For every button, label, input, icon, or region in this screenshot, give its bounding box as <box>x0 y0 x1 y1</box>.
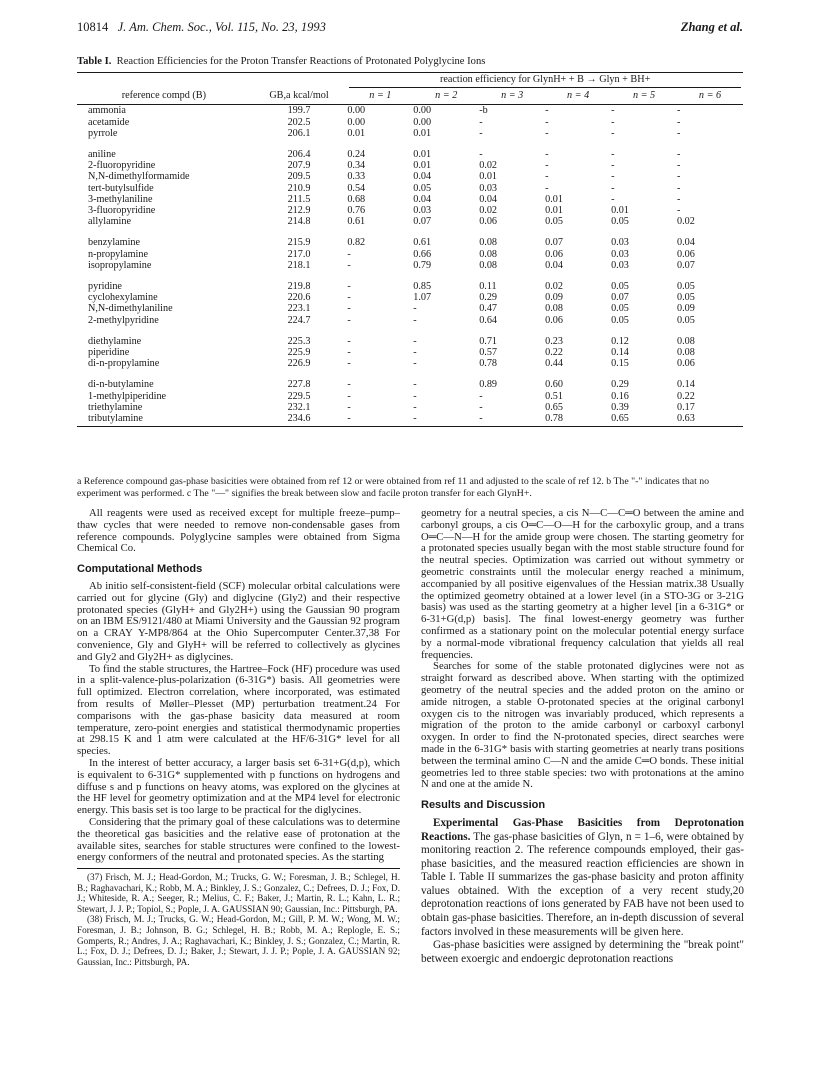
efficiency-cell: 0.60 <box>545 379 563 391</box>
table-row <box>77 216 743 227</box>
column-header-n: n = 5 <box>611 90 677 105</box>
efficiency-cell: 0.79 <box>413 259 432 271</box>
table-row <box>77 237 743 248</box>
paragraph: Ab initio self-consistent-field (SCF) molecular orbital calculations were carried out for glycine (Gly) and diglycine (Gly2) and their respective protonated species (GlyH+ and Gly2H+) using the Gaussian 90 program on an IBM ES/9121/480 at Miami University and the Gaussian 92 program on a CRAY Y-MP8/864 at the Ohio Supercomputer Center.37,38 For convenience, Gly and GlyH+ will be referred to collectively as glycines and Gly2 and Gly2H+ as diglycines. <box>77 579 400 663</box>
reference-compound: di-n-propylamine <box>88 358 160 370</box>
reference-compound: N,N-dimethylaniline <box>88 303 173 315</box>
efficiency-cell: 0.03 <box>479 182 498 194</box>
gas-phase-basicity: 232.1 <box>287 401 311 413</box>
efficiency-cell: 0.54 <box>347 182 366 194</box>
table-caption: Table I. Reaction Efficiencies for the Proton Transfer Reactions of Protonated Polyglycine Ions <box>77 56 486 67</box>
reference: (38) Frisch, M. J.; Trucks, G. W.; Head-Gordon, M.; Gill, P. M. W.; Wong, M. W.; Foresman, J. B.; Johnson, B. G.; Schlegel, H. B.; Robb, M. A.; Replogle, E. S.; Gomperts, R.; Andres, J. A.; Raghavachari, K.; Binkley, J. S.; Gonzalez, C.; Martin, R. L.; Fox, D. J.; Defrees, D. J.; Baker, J.; Stewart, J. J. P.; Pople, J. A. GAUSSIAN 92; Gaussian, Inc.: Pittsburgh, PA. <box>77 914 400 967</box>
group-spacer <box>77 326 743 336</box>
efficiency-cell: 0.00 <box>347 105 366 117</box>
efficiency-cell: - <box>545 116 549 128</box>
gas-phase-basicity: 211.5 <box>287 193 311 205</box>
efficiency-cell: - <box>611 127 615 139</box>
reference-compound: 2-fluoropyridine <box>88 160 156 172</box>
subsection-heading: Experimental Gas-Phase Basicities from Deprotonation Reactions. <box>421 816 744 843</box>
reference-compound: di-n-butylamine <box>88 379 154 391</box>
efficiency-cell: 0.04 <box>677 237 695 249</box>
efficiency-cell: - <box>347 335 351 347</box>
reference-compound: isopropylamine <box>88 259 152 271</box>
efficiency-cell: 0.01 <box>413 127 432 139</box>
efficiency-cell: 0.00 <box>347 116 366 128</box>
column-header-reference: reference compd (B) <box>77 90 251 105</box>
efficiency-span-header: reaction efficiency for GlynH+ + B → Glyn + BH+ <box>347 74 743 90</box>
efficiency-cell: 0.06 <box>545 248 563 260</box>
efficiency-cell: 0.68 <box>347 193 366 205</box>
gas-phase-basicity: 218.1 <box>287 259 311 271</box>
table-row <box>77 105 743 117</box>
table-row <box>77 160 743 171</box>
efficiency-cell: 0.65 <box>611 413 677 427</box>
efficiency-cell: - <box>347 259 351 271</box>
efficiency-cell: 0.06 <box>479 216 498 228</box>
gas-phase-basicity: 215.9 <box>287 237 311 249</box>
table-row <box>77 315 743 326</box>
efficiency-cell: - <box>479 401 483 413</box>
efficiency-cell: 0.47 <box>479 303 498 315</box>
table-row <box>77 117 743 128</box>
efficiency-cell: - <box>347 248 351 260</box>
efficiency-cell: 0.05 <box>677 281 695 293</box>
efficiency-cell: 0.66 <box>413 248 432 260</box>
table-row <box>77 358 743 369</box>
efficiency-cell: 0.01 <box>479 171 498 183</box>
efficiency-cell: 0.07 <box>677 259 695 271</box>
efficiency-cell: 0.05 <box>677 314 695 326</box>
efficiency-cell: - <box>347 358 351 370</box>
paragraph: All reagents were used as received except for multiple freeze–pump–thaw cycles that were needed to remove non-condensable gases from reference compounds. Polyglycine samples were obtained from Sigma Chemical Co. <box>77 507 400 555</box>
gas-phase-basicity: 219.8 <box>287 281 311 293</box>
efficiency-cell: - <box>677 149 681 161</box>
gas-phase-basicity: 214.8 <box>287 216 311 228</box>
efficiency-cell: - <box>347 401 351 413</box>
table-row <box>77 391 743 402</box>
efficiency-cell: 0.29 <box>611 379 629 391</box>
efficiency-cell: 0.07 <box>545 237 563 249</box>
reference-compound: 1-methylpiperidine <box>88 390 167 402</box>
efficiency-cell: 0.02 <box>545 281 563 293</box>
efficiency-cell: 0.16 <box>611 390 629 402</box>
efficiency-cell: 0.03 <box>611 259 629 271</box>
efficiency-cell: - <box>611 160 615 172</box>
efficiency-cell: - <box>677 127 681 139</box>
efficiency-cell: 0.51 <box>545 390 563 402</box>
efficiency-cell: 0.61 <box>413 237 432 249</box>
efficiency-cell: - <box>677 171 681 183</box>
efficiency-cell: - <box>611 182 615 194</box>
efficiency-cell: - <box>347 390 351 402</box>
efficiency-cell: 0.82 <box>347 237 366 249</box>
efficiency-cell: 0.08 <box>479 237 498 249</box>
efficiency-cell: - <box>611 149 615 161</box>
efficiency-cell: - <box>347 292 351 304</box>
efficiency-cell: 0.14 <box>677 379 695 391</box>
efficiency-cell: 0.23 <box>545 335 563 347</box>
efficiency-cell: 0.34 <box>347 160 366 172</box>
reference-compound: 3-methylaniline <box>88 193 153 205</box>
efficiency-cell: - <box>347 281 351 293</box>
gas-phase-basicity: 202.5 <box>287 116 311 128</box>
table-row <box>77 347 743 358</box>
reference-compound: 2-methylpyridine <box>88 314 159 326</box>
table-row <box>77 303 743 314</box>
running-authors: Zhang et al. <box>680 20 743 34</box>
table-row <box>77 171 743 182</box>
efficiency-cell: 0.04 <box>413 171 432 183</box>
table-row <box>77 379 743 390</box>
efficiency-cell: 0.06 <box>677 358 695 370</box>
efficiency-cell: 0.01 <box>611 205 629 217</box>
references <box>77 868 400 967</box>
efficiency-cell: - <box>611 171 615 183</box>
efficiency-cell: 0.24 <box>347 149 366 161</box>
gas-phase-basicity: 220.6 <box>287 292 311 304</box>
efficiency-cell: 0.07 <box>413 216 432 228</box>
efficiency-cell: 0.04 <box>413 193 432 205</box>
gas-phase-basicity: 206.4 <box>287 149 311 161</box>
efficiency-cell: 0.03 <box>413 205 432 217</box>
gas-phase-basicity: 229.5 <box>287 390 311 402</box>
reference-compound: ammonia <box>88 105 126 117</box>
reference-compound: tributylamine <box>77 413 251 427</box>
reference-compound: n-propylamine <box>88 248 148 260</box>
efficiency-cell: 0.64 <box>479 314 498 326</box>
gas-phase-basicity: 226.9 <box>287 358 311 370</box>
efficiency-cell: 0.22 <box>545 347 563 359</box>
efficiency-cell: - <box>611 116 615 128</box>
efficiency-cell: - <box>677 193 681 205</box>
efficiency-cell: - <box>677 105 681 117</box>
group-spacer <box>77 369 743 379</box>
reference-compound: pyridine <box>88 281 122 293</box>
efficiency-cell: - <box>413 390 417 402</box>
efficiency-cell: 0.33 <box>347 171 366 183</box>
column-header-n: n = 2 <box>413 90 479 105</box>
reference-compound: diethylamine <box>88 335 142 347</box>
efficiency-cell: 0.39 <box>611 401 629 413</box>
efficiency-cell: - <box>545 149 549 161</box>
table-row <box>77 183 743 194</box>
table-row <box>77 260 743 271</box>
efficiency-cell: -b <box>479 105 488 117</box>
efficiency-cell: 0.12 <box>611 335 629 347</box>
gas-phase-basicity: 209.5 <box>287 171 311 183</box>
efficiency-cell: 0.78 <box>545 413 611 427</box>
efficiency-cell: 0.00 <box>413 116 432 128</box>
efficiency-cell: 0.65 <box>545 401 563 413</box>
efficiency-cell: 0.44 <box>545 358 563 370</box>
gas-phase-basicity: 223.1 <box>287 303 311 315</box>
table-row <box>77 128 743 139</box>
paragraph: geometry for a neutral species, a cis N—C—C═O between the amine and carbonyl groups, a cis O═C—O—H for the carboxylic group, and a trans O═C—N—H for the amide group were chosen. The starting geometry for a protonated species usually began with the most stable structure found for the neutral species. Optimization was carried out without symmetry or geometric constraints until the molecular energy reached a minimum, accompanied by all positive eigenvalues of the Hessian matrix.38 Usually the optimized geometry obtained at a lower level (in a STO-3G or 3-21G basis) was used as the starting geometry at a higher level [in a 6-31G* or 6-31+G(d,p) basis]. The final lowest-energy geometry was further confirmed as a stationary point on the molecular potential energy surface by a normal-mode vibrational frequency calculation that yields all real frequencies. <box>421 507 744 661</box>
efficiency-cell: - <box>413 401 417 413</box>
efficiency-cell: 0.78 <box>479 358 498 370</box>
efficiency-cell: - <box>545 171 549 183</box>
efficiency-cell: 0.22 <box>677 390 695 402</box>
efficiency-cell: 0.85 <box>413 281 432 293</box>
efficiency-cell: 0.03 <box>611 237 629 249</box>
efficiency-cell: - <box>677 160 681 172</box>
efficiency-cell: 0.08 <box>479 248 498 260</box>
efficiency-cell: - <box>545 105 549 117</box>
efficiency-cell: - <box>347 413 413 427</box>
efficiency-cell: 0.02 <box>479 205 498 217</box>
paragraph: Searches for some of the stable protonated diglycines were not as straight forward as described above. When starting with the optimized geometry of the neutral species and the added proton on the amino or amide nitrogen, a stable O-protonated species at the original carbonyl oxygen cis to the nitrogen was invariably produced, which represents a migration of the proton to the amide carbonyl or carboxyl carbonyl oxygen. In order to find the N-protonated species, direct searches were made in the 6-31G* basis with starting geometries at nearly trans positions between the terminal amino C—N and the amide C═O bonds. These initial geometries led to three stable species: two with protonations at the amino N and one at the amide N. <box>421 660 744 791</box>
efficiency-cell: 0.07 <box>611 292 629 304</box>
reference-compound: benzylamine <box>88 237 141 249</box>
paragraph: Gas-phase basicities were assigned by determining the "break point" between exoergic and endoergic deprotonation reactions <box>421 939 744 965</box>
reference-compound: 3-fluoropyridine <box>88 205 156 217</box>
efficiency-cell: - <box>413 314 417 326</box>
efficiency-cell: 0.89 <box>479 379 498 391</box>
efficiency-cell: 0.01 <box>347 127 366 139</box>
efficiency-cell: - <box>413 358 417 370</box>
section-heading: Results and Discussion <box>421 799 546 812</box>
section-heading: Computational Methods <box>77 563 203 576</box>
group-spacer <box>77 271 743 281</box>
efficiency-cell: 0.02 <box>479 160 498 172</box>
table-row <box>77 336 743 347</box>
efficiency-cell: - <box>677 205 681 217</box>
table-row <box>77 413 743 427</box>
efficiency-cell: 0.15 <box>611 358 629 370</box>
column-header-n: n = 3 <box>479 90 545 105</box>
reference-compound: tert-butylsulfide <box>88 182 154 194</box>
efficiency-cell: 0.06 <box>545 314 563 326</box>
efficiency-cell: - <box>611 105 615 117</box>
efficiency-cell: - <box>413 413 479 427</box>
table-row <box>77 205 743 216</box>
efficiency-cell: 0.05 <box>611 281 629 293</box>
efficiency-cell: 0.09 <box>677 303 695 315</box>
efficiency-cell: - <box>545 182 549 194</box>
right-column <box>421 508 744 966</box>
gas-phase-basicity: 227.8 <box>287 379 311 391</box>
gas-phase-basicity: 225.3 <box>287 335 311 347</box>
column-header-n: n = 6 <box>677 90 743 105</box>
efficiency-cell: - <box>413 303 417 315</box>
efficiency-cell: 0.01 <box>413 160 432 172</box>
efficiency-cell: - <box>479 149 483 161</box>
reference: (37) Frisch, M. J.; Head-Gordon, M.; Trucks, G. W.; Foresman, J. B.; Schlegel, H. B.; Raghavachari, K.; Robb, M. A.; Binkley, J. S.; Gonzalez, C.; Defrees, D. J.; Fox, D. J.; Whiteside, R. A.; Seeger, R.; Melius, C. F.; Baker, J.; Martin, R. L.; Kahn, L. R.; Stewart, J. J. P.; Topiol, S.; Pople, J. A. GAUSSIAN 90; Gaussian, Inc.: Pittsburgh, PA. <box>77 872 400 914</box>
efficiency-cell: - <box>677 116 681 128</box>
table-row <box>77 249 743 260</box>
efficiency-cell: 1.07 <box>413 292 432 304</box>
gas-phase-basicity: 225.9 <box>287 347 311 359</box>
table-row <box>77 402 743 413</box>
efficiency-cell: 0.01 <box>545 193 563 205</box>
efficiency-cell: - <box>611 193 615 205</box>
reaction-efficiency-table <box>77 72 743 427</box>
paragraph: To find the stable structures, the Hartree–Fock (HF) procedure was used in a split-valence-plus-polarization (6-31G*) basis. All geometries were full optimized. Electron correlation, where incorporated, was estimated from results of Møller–Plesset (MP) perturbation treatment.24 For comparisons with the gas-phase basicity data measured at room temperature, zero-point energies and statistical thermodynamic properties at 298.15 K and 1 atm were calculated at the HF/6-31G* level for all species. <box>77 662 400 758</box>
efficiency-cell: 0.61 <box>347 216 366 228</box>
table-row <box>77 149 743 160</box>
efficiency-cell: 0.02 <box>677 216 695 228</box>
efficiency-cell: - <box>479 413 545 427</box>
efficiency-cell: - <box>479 390 483 402</box>
efficiency-cell: 0.01 <box>545 205 563 217</box>
efficiency-cell: 0.00 <box>413 105 432 117</box>
efficiency-cell: 0.05 <box>677 292 695 304</box>
efficiency-cell: 0.14 <box>611 347 629 359</box>
efficiency-cell: 0.57 <box>479 347 498 359</box>
gas-phase-basicity: 212.9 <box>287 205 311 217</box>
reference-compound: allylamine <box>88 216 131 228</box>
paragraph: Experimental Gas-Phase Basicities from Deprotonation Reactions. The gas-phase basicities of Glyn, n = 1–6, were obtained by monitoring reaction 2. The reference compounds employed, their gas-phase basicities, and the measured reaction efficiencies are shown in Table I. Table II summarizes the gas-phase basicity and proton affinity values obtained. With the exception of a very recent study,20 deprotonation reactions of ions generated by FAB have not been used to obtain gas-phase basicities. Therefore, an in-depth discussion of several factors involved in these measurements will be given here. <box>421 816 744 938</box>
table-row <box>77 194 743 205</box>
reference-compound: N,N-dimethylformamide <box>88 171 190 183</box>
efficiency-cell: - <box>347 303 351 315</box>
column-header-n: n = 1 <box>347 90 413 105</box>
efficiency-cell: 0.76 <box>347 205 366 217</box>
efficiency-cell: - <box>479 116 483 128</box>
efficiency-cell: 0.08 <box>545 303 563 315</box>
gas-phase-basicity: 224.7 <box>287 314 311 326</box>
efficiency-cell: 0.71 <box>479 335 498 347</box>
efficiency-cell: - <box>677 182 681 194</box>
efficiency-cell: 0.04 <box>479 193 498 205</box>
reference-compound: pyrrole <box>88 127 118 139</box>
left-column <box>77 508 400 967</box>
group-spacer <box>77 227 743 237</box>
reference-compound: piperidine <box>88 347 130 359</box>
efficiency-cell: 0.05 <box>413 182 432 194</box>
efficiency-cell: - <box>347 347 351 359</box>
efficiency-cell: 0.08 <box>677 347 695 359</box>
table-row <box>77 281 743 292</box>
efficiency-cell: 0.05 <box>611 314 629 326</box>
efficiency-cell: - <box>545 160 549 172</box>
efficiency-cell: - <box>347 314 351 326</box>
page-header <box>77 20 743 38</box>
journal-citation: 10814 J. Am. Chem. Soc., Vol. 115, No. 23, 1993 <box>77 20 326 34</box>
efficiency-cell: - <box>413 347 417 359</box>
gas-phase-basicity: 199.7 <box>287 105 311 117</box>
gas-phase-basicity: 217.0 <box>287 248 311 260</box>
efficiency-cell: 0.06 <box>677 248 695 260</box>
efficiency-cell: 0.05 <box>611 303 629 315</box>
reference-compound: aniline <box>88 149 116 161</box>
reference-compound: cyclohexylamine <box>88 292 158 304</box>
efficiency-cell: - <box>413 335 417 347</box>
efficiency-cell: 0.29 <box>479 292 498 304</box>
efficiency-cell: - <box>413 379 417 391</box>
group-spacer <box>77 139 743 149</box>
efficiency-cell: 0.01 <box>413 149 432 161</box>
reference-compound: acetamide <box>88 116 130 128</box>
efficiency-cell: 0.17 <box>677 401 695 413</box>
gas-phase-basicity: 206.1 <box>287 127 311 139</box>
paragraph: Considering that the primary goal of these calculations was to determine the theoretical gas basicities and the relative ease of protonation at the available sites, searches for stable structures were confined to the lowest-energy conformers of the neutral and protonated species. As the starting <box>77 815 400 864</box>
efficiency-cell: 0.05 <box>545 216 563 228</box>
efficiency-cell: 0.09 <box>545 292 563 304</box>
efficiency-cell: 0.03 <box>611 248 629 260</box>
gas-phase-basicity: 234.6 <box>251 413 348 427</box>
efficiency-cell: - <box>347 379 351 391</box>
efficiency-cell: 0.63 <box>677 413 743 427</box>
efficiency-cell: - <box>545 127 549 139</box>
column-header-n: n = 4 <box>545 90 611 105</box>
efficiency-cell: 0.04 <box>545 259 563 271</box>
efficiency-cell: 0.08 <box>677 335 695 347</box>
efficiency-cell: 0.05 <box>611 216 629 228</box>
paragraph: In the interest of better accuracy, a larger basis set 6-31+G(d,p), which is equivalent to 6-31G* supplemented with p functions on hydrogens and diffuse s and p functions on heavy atoms, was explored on the glycines at the HF level for geometry optimization and at the MP4 level for electronic energy. This basis set is too large to be practical for the diglycines. <box>77 756 400 817</box>
table-row <box>77 292 743 303</box>
reference-compound: triethylamine <box>88 401 143 413</box>
column-header-gb: GB,a kcal/mol <box>251 90 348 105</box>
efficiency-cell: 0.11 <box>479 281 497 293</box>
table-footnote: a Reference compound gas-phase basicities were obtained from ref 12 or were obtained from ref 11 and adjusted to the scale of ref 12. b The "-" indicates that no experiment was performed. c The "—" signifies the break between slow and facile proton transfer for each GlynH+. <box>77 476 710 499</box>
gas-phase-basicity: 207.9 <box>287 160 311 172</box>
efficiency-cell: 0.08 <box>479 259 498 271</box>
gas-phase-basicity: 210.9 <box>287 182 311 194</box>
efficiency-cell: - <box>479 127 483 139</box>
